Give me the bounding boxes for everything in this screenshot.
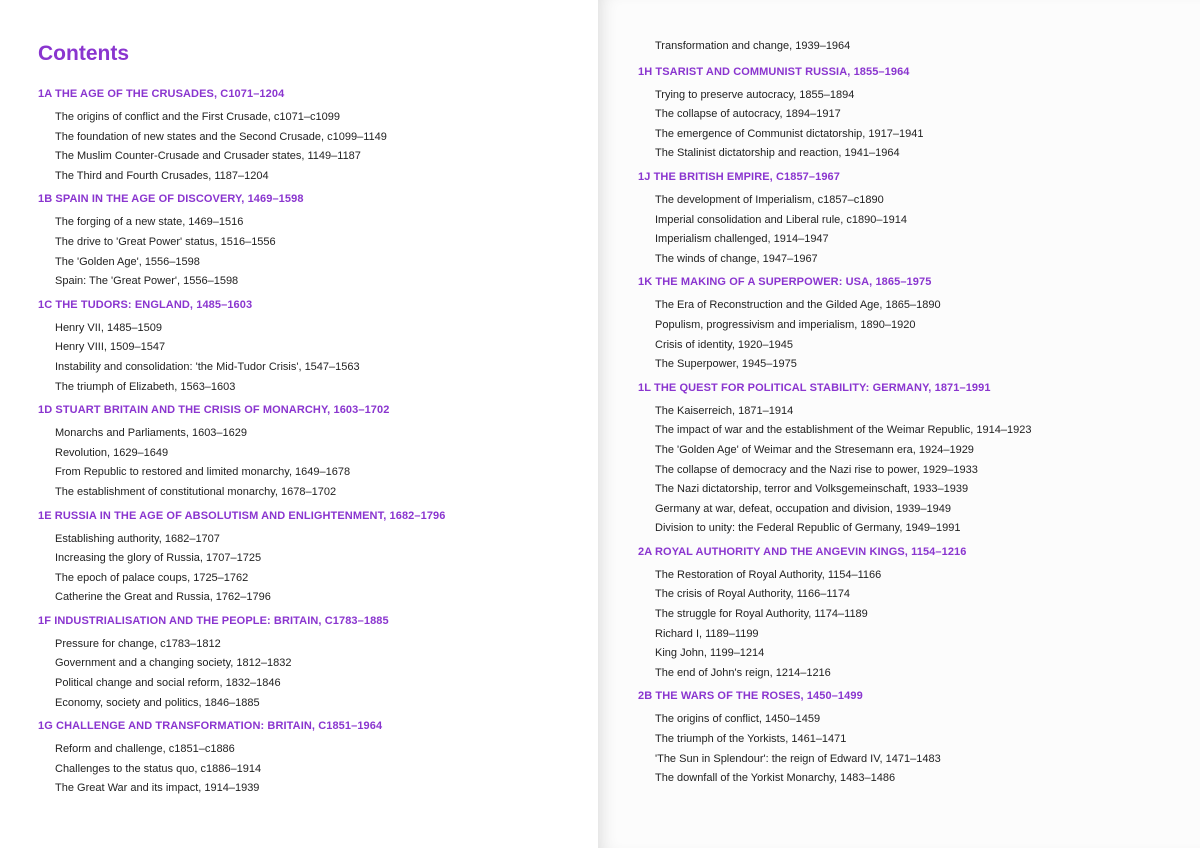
contents-item[interactable]: The crisis of Royal Authority, 1166–1174	[655, 588, 851, 601]
contents-item[interactable]: Spain: The 'Great Power', 1556–1598	[55, 275, 239, 288]
contents-section	[38, 719, 598, 799]
contents-item[interactable]: Monarchs and Parliaments, 1603–1629	[55, 427, 248, 440]
right-contents-list	[638, 65, 1200, 789]
contents-item[interactable]: The Third and Fourth Crusades, 1187–1204	[55, 169, 269, 182]
section-heading[interactable]: 1G CHALLENGE AND TRANSFORMATION: BRITAIN, C1851–1964	[38, 720, 383, 733]
section-heading[interactable]: 1H TSARIST AND COMMUNIST RUSSIA, 1855–1964	[638, 65, 910, 78]
contents-item[interactable]: The origins of conflict and the First Crusade, c1071–c1099	[55, 111, 340, 123]
contents-item[interactable]: The Stalinist dictatorship and reaction, 1941–1964	[655, 147, 900, 160]
contents-item[interactable]: Revolution, 1629–1649	[55, 446, 169, 459]
contents-section	[38, 509, 598, 608]
contents-item[interactable]: Henry VIII, 1509–1547	[55, 341, 166, 354]
contents-item[interactable]: The Great War and its impact, 1914–1939	[55, 782, 260, 795]
contents-item[interactable]: Imperialism challenged, 1914–1947	[655, 233, 829, 246]
contents-item[interactable]: The impact of war and the establishment of the Weimar Republic, 1914–1923	[655, 424, 1032, 437]
contents-item[interactable]: Increasing the glory of Russia, 1707–1725	[55, 552, 262, 565]
contents-item[interactable]: Transformation and change, 1939–1964	[655, 40, 851, 52]
contents-item[interactable]: Establishing authority, 1682–1707	[55, 532, 220, 545]
page-title: Contents	[38, 42, 129, 65]
contents-item[interactable]: Pressure for change, c1783–1812	[55, 637, 221, 650]
contents-section	[638, 170, 1200, 269]
contents-item[interactable]: The Era of Reconstruction and the Gilded Age, 1865–1890	[655, 299, 941, 312]
contents-item[interactable]: Crisis of identity, 1920–1945	[655, 338, 793, 351]
contents-item[interactable]: King John, 1199–1214	[655, 647, 765, 660]
contents-item[interactable]: The Kaiserreich, 1871–1914	[655, 404, 794, 417]
contents-section	[38, 298, 598, 397]
section-heading[interactable]: 1D STUART BRITAIN AND THE CRISIS OF MONARCHY, 1603–1702	[38, 404, 390, 417]
contents-item[interactable]: The 'Golden Age', 1556–1598	[55, 255, 200, 268]
section-heading[interactable]: 2A ROYAL AUTHORITY AND THE ANGEVIN KINGS, 1154–1216	[638, 545, 967, 558]
contents-item[interactable]: Instability and consolidation: 'the Mid-Tudor Crisis', 1547–1563	[55, 360, 360, 373]
contents-item[interactable]: 'The Sun in Splendour': the reign of Edward IV, 1471–1483	[655, 752, 941, 765]
left-page	[0, 0, 598, 848]
contents-section	[38, 87, 598, 186]
section-heading[interactable]: 1K THE MAKING OF A SUPERPOWER: USA, 1865–1975	[638, 276, 932, 289]
contents-item[interactable]: The establishment of constitutional monarchy, 1678–1702	[55, 485, 337, 498]
contents-item[interactable]: The epoch of palace coups, 1725–1762	[55, 571, 249, 584]
contents-item[interactable]: The triumph of Elizabeth, 1563–1603	[55, 380, 236, 393]
contents-item[interactable]: The collapse of autocracy, 1894–1917	[655, 108, 841, 121]
contents-item[interactable]: The end of John's reign, 1214–1216	[655, 666, 831, 679]
section-heading[interactable]: 1C THE TUDORS: ENGLAND, 1485–1603	[38, 298, 253, 311]
contents-item[interactable]: The Superpower, 1945–1975	[655, 358, 797, 371]
section-heading[interactable]: 1F INDUSTRIALISATION AND THE PEOPLE: BRITAIN, C1783–1885	[38, 614, 389, 627]
contents-section	[38, 614, 598, 713]
contents-item[interactable]: Government and a changing society, 1812–1832	[55, 657, 292, 670]
contents-section	[38, 403, 598, 502]
section-heading[interactable]: 1B SPAIN IN THE AGE OF DISCOVERY, 1469–1598	[38, 193, 304, 206]
contents-item[interactable]: The forging of a new state, 1469–1516	[55, 216, 244, 229]
contents-item[interactable]: The downfall of the Yorkist Monarchy, 1483–1486	[655, 772, 896, 785]
contents-item[interactable]: Political change and social reform, 1832–1846	[55, 677, 281, 690]
contents-item[interactable]: The drive to 'Great Power' status, 1516–1556	[55, 235, 276, 248]
contents-section	[638, 275, 1200, 374]
contents-item[interactable]: Imperial consolidation and Liberal rule, c1890–1914	[655, 213, 907, 226]
contents-item[interactable]: The 'Golden Age' of Weimar and the Stresemann era, 1924–1929	[655, 443, 974, 456]
contents-item[interactable]: Catherine the Great and Russia, 1762–1796	[55, 591, 271, 604]
section-heading[interactable]: 2B THE WARS OF THE ROSES, 1450–1499	[638, 690, 863, 703]
contents-item[interactable]: Trying to preserve autocracy, 1855–1894	[655, 88, 855, 101]
contents-item[interactable]: The Muslim Counter-Crusade and Crusader states, 1149–1187	[55, 150, 361, 163]
left-contents-list	[38, 87, 598, 799]
contents-item[interactable]: The winds of change, 1947–1967	[655, 252, 818, 265]
contents-item[interactable]: Division to unity: the Federal Republic of Germany, 1949–1991	[655, 522, 961, 535]
contents-item[interactable]: The emergence of Communist dictatorship, 1917–1941	[655, 127, 924, 140]
contents-item[interactable]: The Restoration of Royal Authority, 1154–1166	[655, 568, 882, 581]
contents-section	[638, 65, 1200, 164]
contents-item[interactable]: The triumph of the Yorkists, 1461–1471	[655, 733, 847, 746]
section-heading[interactable]: 1E RUSSIA IN THE AGE OF ABSOLUTISM AND ENLIGHTENMENT, 1682–1796	[38, 509, 446, 522]
contents-section	[638, 381, 1200, 539]
contents-item[interactable]: The Nazi dictatorship, terror and Volksgemeinschaft, 1933–1939	[655, 483, 969, 496]
right-page	[598, 0, 1200, 848]
contents-item[interactable]: Challenges to the status quo, c1886–1914	[55, 762, 262, 775]
contents-section	[638, 689, 1200, 788]
contents-section	[638, 545, 1200, 684]
section-heading[interactable]: 1A THE AGE OF THE CRUSADES, C1071–1204	[38, 88, 285, 100]
contents-item[interactable]: The collapse of democracy and the Nazi rise to power, 1929–1933	[655, 463, 978, 476]
contents-item[interactable]: Reform and challenge, c1851–c1886	[55, 743, 235, 756]
section-heading[interactable]: 1L THE QUEST FOR POLITICAL STABILITY: GERMANY, 1871–1991	[638, 381, 991, 394]
contents-item[interactable]: Richard I, 1189–1199	[655, 627, 759, 640]
contents-item[interactable]: The development of Imperialism, c1857–c1890	[655, 193, 884, 206]
continued-items	[638, 37, 1200, 57]
contents-item[interactable]: Economy, society and politics, 1846–1885	[55, 696, 260, 709]
contents-item[interactable]: Henry VII, 1485–1509	[55, 321, 163, 334]
contents-section	[38, 192, 598, 291]
contents-item[interactable]: The foundation of new states and the Second Crusade, c1099–1149	[55, 130, 387, 143]
contents-item[interactable]: Germany at war, defeat, occupation and division, 1939–1949	[655, 502, 951, 515]
contents-item[interactable]: The origins of conflict, 1450–1459	[655, 713, 821, 726]
section-heading[interactable]: 1J THE BRITISH EMPIRE, C1857–1967	[638, 170, 840, 183]
contents-item[interactable]: Populism, progressivism and imperialism, 1890–1920	[655, 318, 916, 331]
contents-item[interactable]: From Republic to restored and limited monarchy, 1649–1678	[55, 466, 351, 479]
contents-item[interactable]: The struggle for Royal Authority, 1174–1189	[655, 608, 868, 621]
